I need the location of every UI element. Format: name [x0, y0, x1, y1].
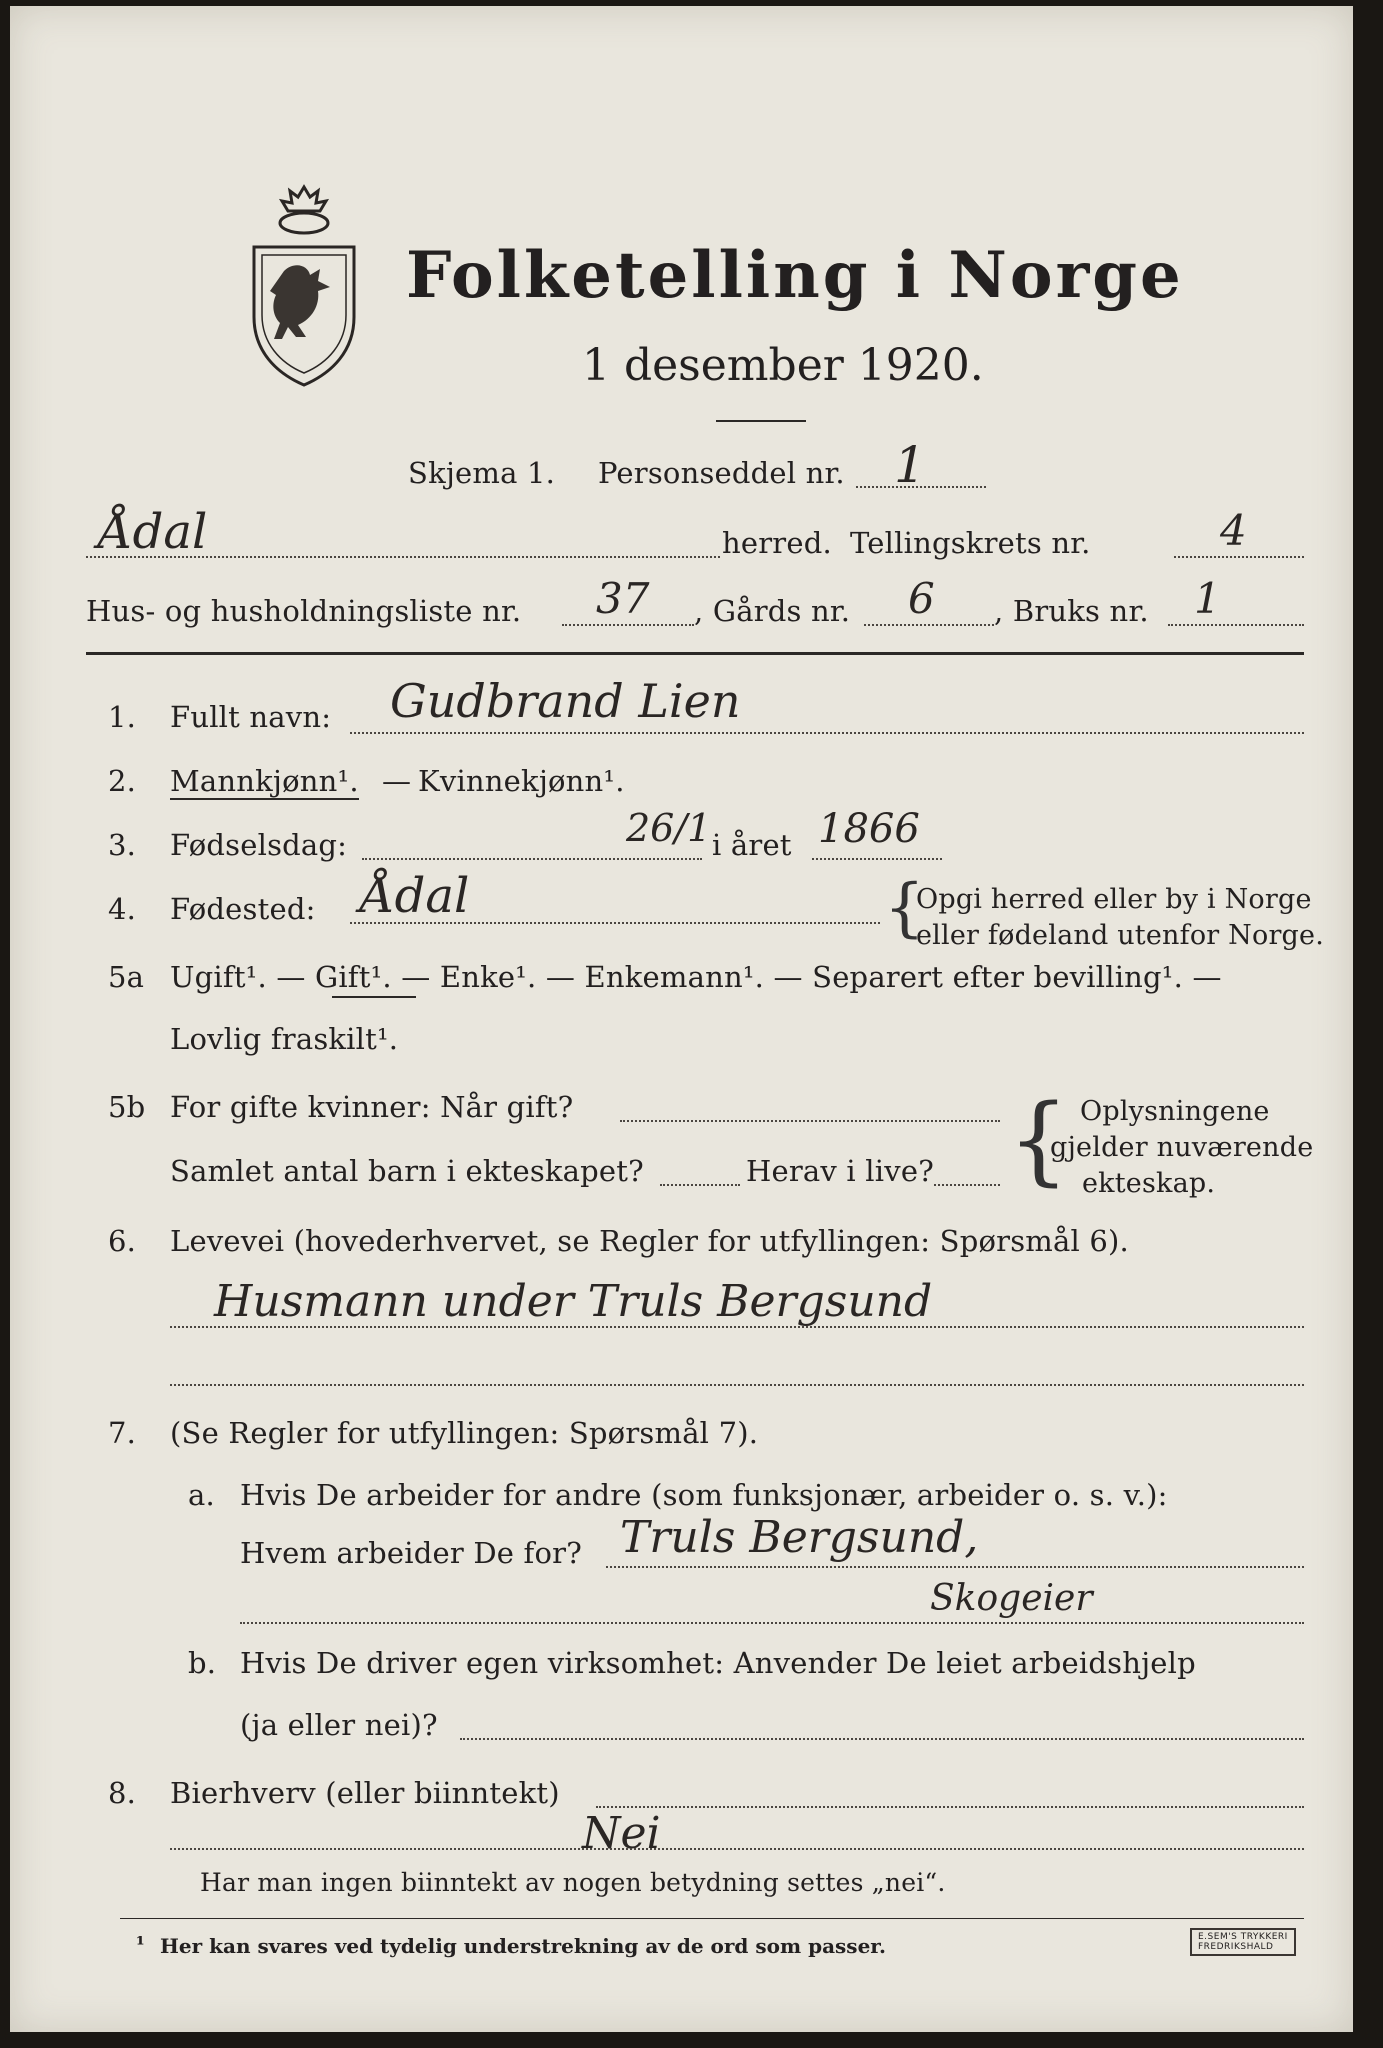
q7b-line: [460, 1738, 1304, 1740]
q7a-question: Hvem arbeider De for?: [240, 1536, 582, 1570]
q5b-children-line: [660, 1184, 740, 1186]
title-divider: [716, 420, 806, 422]
census-date: 1 desember 1920.: [582, 340, 984, 391]
birth-year-value: 1866: [818, 806, 920, 852]
form-title: Folketelling i Norge: [406, 238, 1184, 313]
q5b-alive-line: [934, 1184, 1000, 1186]
q8-line1: [596, 1806, 1304, 1808]
q5b-married-label: For gifte kvinner: Når gift?: [170, 1090, 574, 1124]
q3-year-line: [812, 858, 942, 860]
gards-line: [864, 624, 994, 626]
q8-label: Bierhverv (eller biinntekt): [170, 1776, 560, 1810]
marital-status-options: Ugift¹. — Gift¹. — Enke¹. — Enkemann¹. — Separert efter bevilling¹. —: [170, 960, 1222, 994]
q3-day-line: [362, 858, 702, 860]
q6-line2: [170, 1384, 1304, 1386]
q6-line1: [170, 1326, 1304, 1328]
q7b-letter: b.: [188, 1646, 217, 1680]
q4-note-line2: eller fødeland utenfor Norge.: [916, 920, 1324, 951]
bruks-line: [1168, 624, 1304, 626]
year-label: i året: [712, 828, 792, 862]
q4-label: Fødested:: [170, 892, 316, 926]
q7a-line1: [606, 1566, 1304, 1568]
q5b-alive-label: Herav i live?: [746, 1154, 934, 1188]
female-option: Kvinnekjønn¹.: [418, 764, 625, 798]
herred-value: Ådal: [98, 504, 208, 560]
census-form-page: [10, 6, 1353, 2032]
q3-number: 3.: [108, 828, 137, 862]
husliste-line: [562, 624, 694, 626]
q1-label: Fullt navn:: [170, 700, 332, 734]
tellingskrets-label: Tellingskrets nr.: [850, 526, 1091, 560]
norway-coat-of-arms-icon: [246, 181, 362, 389]
bruks-value: 1: [1194, 574, 1221, 623]
schema-label: Skjema 1.: [408, 456, 556, 490]
footnote-separator: [120, 1918, 1304, 1919]
q8-number: 8.: [108, 1776, 137, 1810]
q7a-line2: [240, 1622, 1304, 1624]
side-income-value: Nei: [582, 1808, 661, 1859]
q7-number: 7.: [108, 1416, 137, 1450]
q8-note: Har man ingen biinntekt av nogen betydning settes „nei“.: [200, 1868, 946, 1897]
q2-number: 2.: [108, 764, 137, 798]
q2-separator: —: [382, 764, 412, 798]
q8-line2: [170, 1848, 1304, 1850]
q5b-children-label: Samlet antal barn i ekteskapet?: [170, 1154, 644, 1188]
personseddel-value: 1: [894, 436, 926, 494]
q4-note-line1: Opgi herred eller by i Norge: [916, 884, 1312, 915]
q7b-label: Hvis De driver egen virksomhet: Anvender De leiet arbeidshjelp: [240, 1646, 1196, 1680]
q1-line: [350, 732, 1304, 734]
full-name-value: Gudbrand Lien: [390, 674, 741, 728]
birthplace-value: Ådal: [360, 868, 470, 924]
printer-stamp-line2: FREDRIKSHALD: [1198, 1942, 1274, 1952]
q5b-brace: {: [1008, 1084, 1070, 1196]
footnote-mark: ¹: [136, 1932, 145, 1956]
header-separator: [86, 652, 1304, 655]
herred-line: [86, 556, 720, 558]
q5b-note-line1: Oplysningene: [1080, 1096, 1270, 1127]
q5b-note-line2: gjelder nuværende: [1050, 1132, 1314, 1163]
occupation-value: Husmann under Truls Bergsund: [214, 1276, 933, 1327]
personseddel-label: Personseddel nr.: [598, 456, 845, 490]
q5b-note-line3: ekteskap.: [1082, 1168, 1216, 1199]
q4-brace: {: [884, 871, 925, 945]
footnote-text: Her kan svares ved tydelig understrekning av de ord som passer.: [160, 1934, 886, 1958]
birth-day-value: 26/1: [626, 806, 712, 850]
bruks-label: , Bruks nr.: [994, 594, 1149, 628]
q4-number: 4.: [108, 892, 137, 926]
q7-label: (Se Regler for utfyllingen: Spørsmål 7).: [170, 1416, 759, 1450]
q7a-letter: a.: [188, 1478, 215, 1512]
employer-value: Truls Bergsund,: [620, 1512, 979, 1563]
marital-status-options-cont: Lovlig fraskilt¹.: [170, 1022, 399, 1056]
q6-number: 6.: [108, 1224, 137, 1258]
gards-label: , Gårds nr.: [694, 594, 851, 628]
q3-label: Fødselsdag:: [170, 828, 348, 862]
q5b-married-line: [620, 1120, 1000, 1122]
tellingskrets-line: [1174, 556, 1304, 558]
tellingskrets-value: 4: [1220, 506, 1247, 555]
q6-label: Levevei (hovederhvervet, se Regler for utfyllingen: Spørsmål 6).: [170, 1224, 1129, 1258]
husliste-value: 37: [596, 574, 650, 623]
printer-stamp: [1190, 1928, 1296, 1956]
gift-underline: [332, 996, 416, 998]
q7b-question: (ja eller nei)?: [240, 1708, 438, 1742]
male-option: Mannkjønn¹.: [170, 764, 359, 798]
q5b-number: 5b: [108, 1090, 146, 1124]
q7a-label: Hvis De arbeider for andre (som funksjonær, arbeider o. s. v.):: [240, 1478, 1168, 1512]
gards-value: 6: [908, 574, 935, 623]
printer-stamp-line1: E.SEM'S TRYKKERI: [1198, 1932, 1288, 1942]
q5a-number: 5a: [108, 960, 145, 994]
q1-number: 1.: [108, 700, 137, 734]
husliste-label: Hus- og husholdningsliste nr.: [86, 594, 522, 628]
herred-label: herred.: [722, 526, 832, 560]
employer-title-value: Skogeier: [930, 1578, 1093, 1619]
